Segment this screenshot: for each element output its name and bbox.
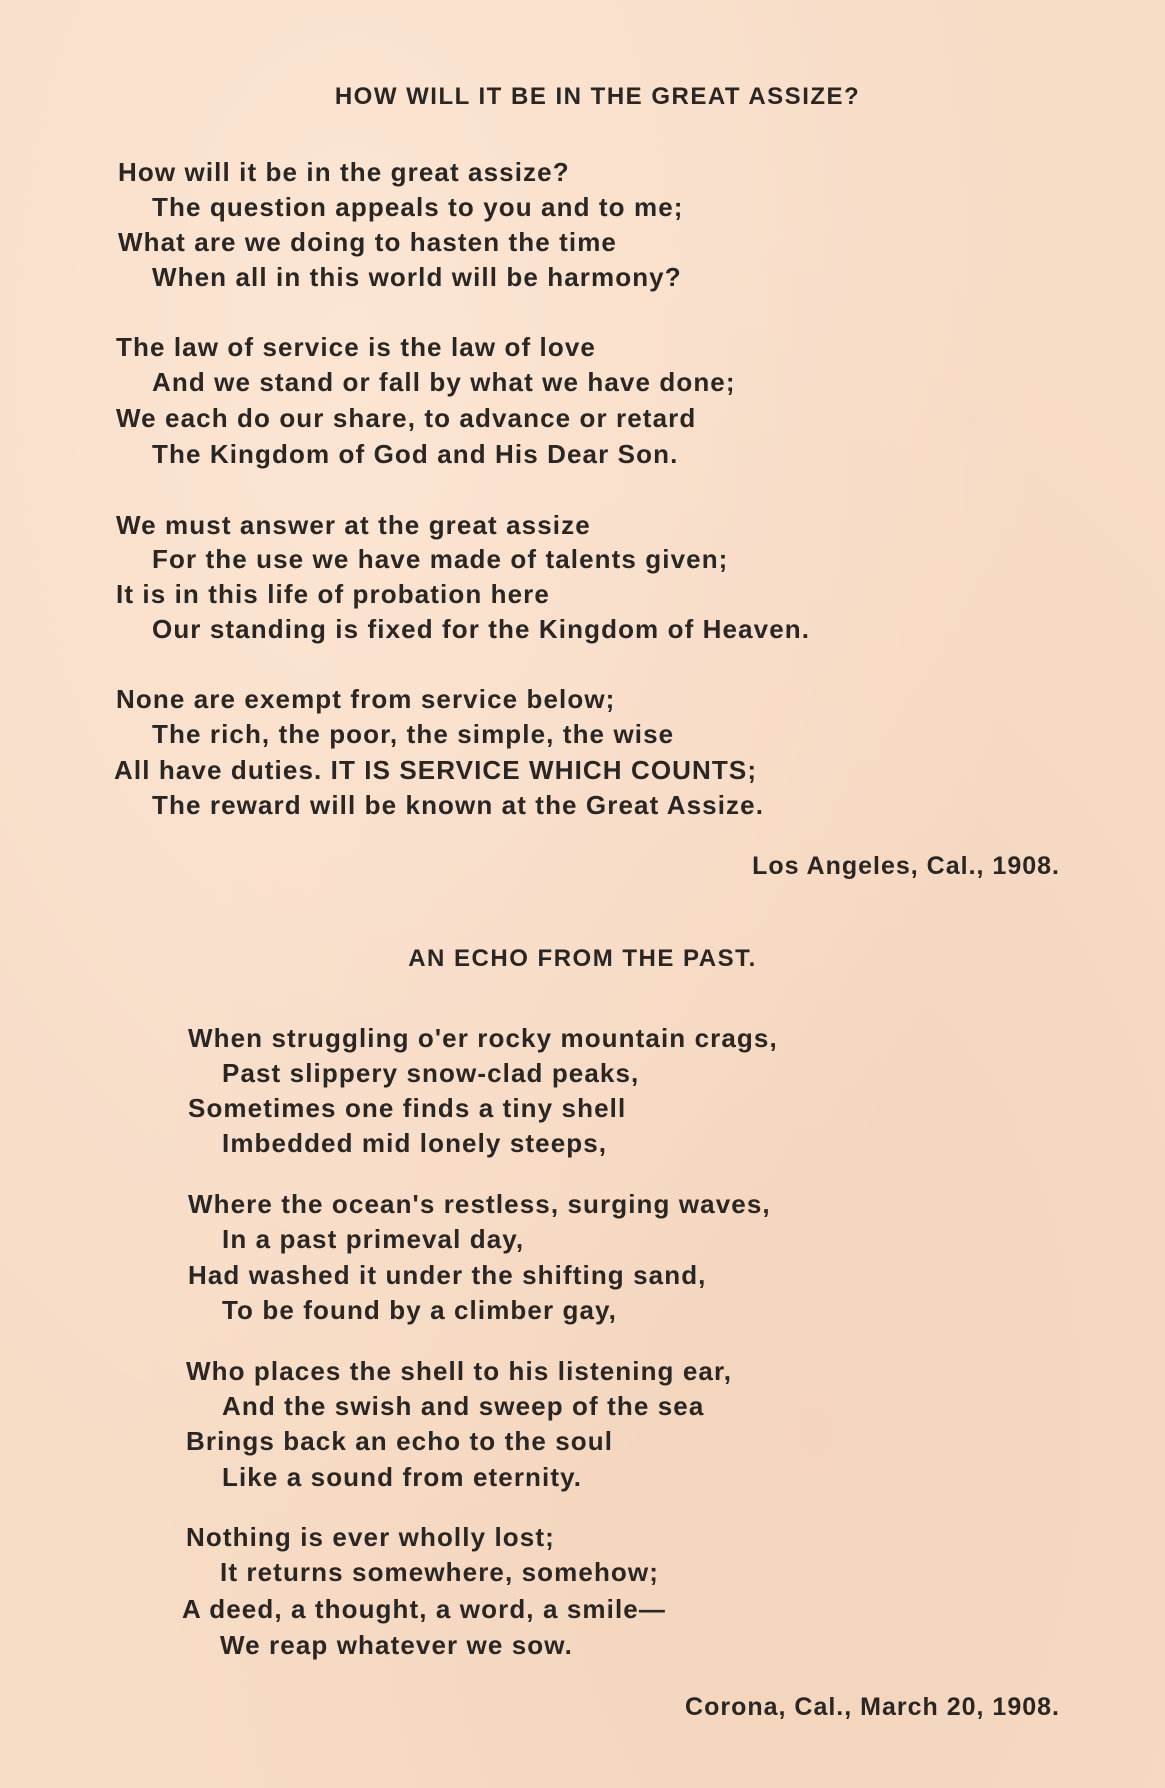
verse-line: All have duties. IT IS SERVICE WHICH COUNTS;	[114, 755, 758, 785]
verse-line: We each do our share, to advance or retard	[116, 403, 697, 433]
verse-line: In a past primeval day,	[222, 1224, 525, 1254]
verse-line: Had washed it under the shifting sand,	[188, 1260, 707, 1290]
verse-line: Past slippery snow-clad peaks,	[222, 1058, 640, 1088]
verse-line: It returns somewhere, somehow;	[220, 1557, 659, 1587]
verse-line: The law of service is the law of love	[116, 332, 596, 362]
verse-line: The Kingdom of God and His Dear Son.	[152, 439, 679, 469]
verse-line: It is in this life of probation here	[116, 579, 550, 609]
verse-line: What are we doing to hasten the time	[118, 227, 617, 257]
verse-line: Nothing is ever wholly lost;	[186, 1522, 555, 1552]
verse-line: Sometimes one finds a tiny shell	[188, 1093, 627, 1123]
verse-line: For the use we have made of talents given;	[152, 544, 729, 574]
verse-line: The rich, the poor, the simple, the wise	[152, 719, 675, 749]
verse-line: Brings back an echo to the soul	[186, 1426, 614, 1456]
verse-line: We must answer at the great assize	[116, 510, 591, 540]
verse-line: A deed, a thought, a word, a smile—	[182, 1594, 666, 1624]
verse-line: We reap whatever we sow.	[220, 1630, 573, 1660]
verse-line: Imbedded mid lonely steeps,	[222, 1128, 608, 1158]
verse-line: The reward will be known at the Great Assize.	[152, 790, 765, 820]
verse-line: Who places the shell to his listening ear,	[186, 1356, 733, 1386]
verse-line: When all in this world will be harmony?	[152, 262, 682, 292]
verse-line: And the swish and sweep of the sea	[222, 1391, 705, 1421]
verse-line: When struggling o'er rocky mountain crags,	[188, 1023, 778, 1053]
verse-line: Our standing is fixed for the Kingdom of Heaven.	[152, 614, 811, 644]
verse-line: None are exempt from service below;	[116, 684, 616, 714]
poem-1-signature: Los Angeles, Cal., 1908.	[752, 852, 1060, 880]
verse-line: And we stand or fall by what we have done;	[152, 367, 736, 397]
verse-line: Like a sound from eternity.	[222, 1462, 583, 1492]
verse-line: The question appeals to you and to me;	[152, 192, 684, 222]
poem-2-title: AN ECHO FROM THE PAST.	[408, 945, 757, 972]
verse-line: To be found by a climber gay,	[222, 1295, 617, 1325]
verse-line: How will it be in the great assize?	[118, 157, 570, 187]
verse-line: Where the ocean's restless, surging waves,	[188, 1189, 771, 1219]
poem-1-title: HOW WILL IT BE IN THE GREAT ASSIZE?	[334, 83, 861, 110]
poem-2-signature: Corona, Cal., March 20, 1908.	[685, 1693, 1060, 1721]
